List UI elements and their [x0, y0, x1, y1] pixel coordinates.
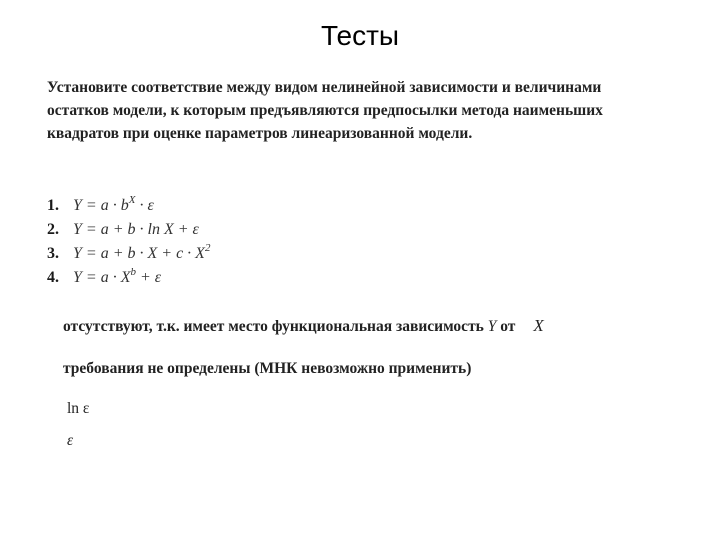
answer-text-ot: от: [500, 318, 516, 335]
formula-expression: $Y = a \cdot b^X \cdot \varepsilon$: [73, 194, 154, 214]
formula-number: 2.: [47, 221, 59, 238]
formula-list: [47, 188, 347, 284]
formula-item-3: [47, 236, 347, 260]
slide-title: Тесты: [320, 20, 400, 51]
answer-var-y: Y: [487, 318, 497, 335]
answer-text: требования не определены (МНК невозможно применить): [63, 360, 472, 377]
answer-var-x: X: [533, 316, 544, 335]
formula-number: 1.: [47, 197, 59, 214]
answer-text: ln ε: [67, 400, 90, 417]
formula-expression: $Y = a \cdot X^b + \varepsilon$: [73, 266, 162, 286]
answer-option-4[interactable]: [67, 432, 667, 450]
answer-text: отсутствуют, т.к. имеет место функциональная зависимость: [63, 318, 484, 335]
answer-option-2[interactable]: [63, 360, 663, 378]
formula-item-2: [47, 212, 347, 236]
answer-option-3[interactable]: [67, 400, 667, 418]
question-text: Установите соответствие между видом нелинейной зависимости и величинами остатков модели, к которым предъявляются предпосылки метода наименьших квадратов при оценке параметров линеаризованной модели.: [47, 79, 603, 142]
formula-item-1: [47, 188, 347, 212]
formula-number: 4.: [47, 269, 59, 286]
formula-item-4: [47, 260, 347, 284]
answer-text: ε: [67, 432, 74, 449]
answer-option-1[interactable]: [63, 316, 663, 336]
formula-expression: $Y = a + b \cdot X + c \cdot X^2$: [73, 242, 211, 262]
formula-number: 3.: [47, 245, 59, 262]
formula-expression: Y = a + b · ln X + ε: [73, 221, 199, 238]
